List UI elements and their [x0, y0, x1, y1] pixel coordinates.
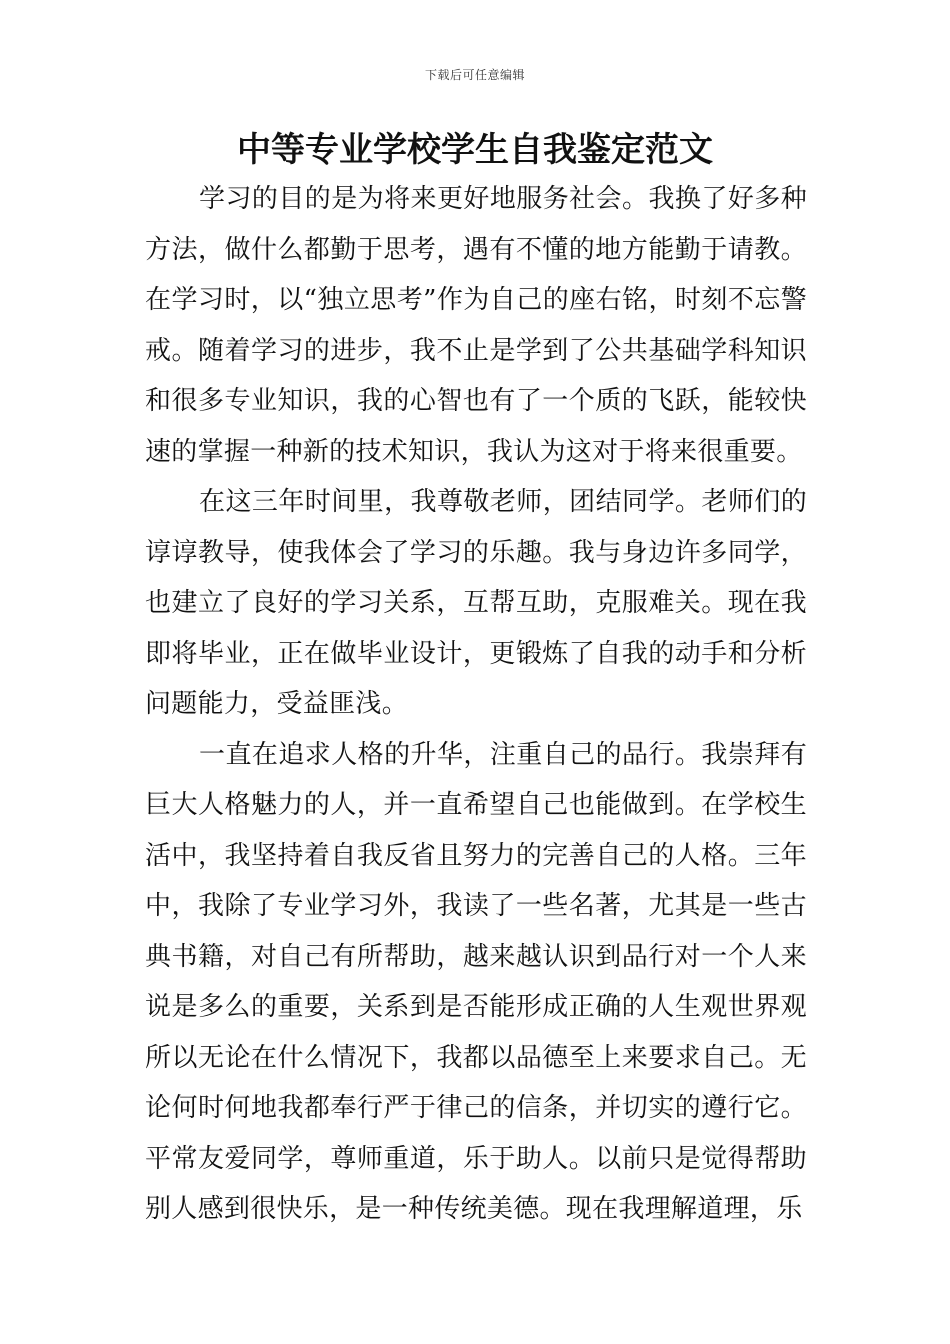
document-body	[145, 174, 807, 1235]
header-note: 下载后可任意编辑	[424, 68, 525, 82]
paragraph-2: 在这三年时间里，我尊敬老师，团结同学。老师们的谆谆教导，使我体会了学习的乐趣。我与身边许多同学，也建立了良好的学习关系，互帮互助，克服难关。现在我即将毕业，正在做毕业设计，更锻炼了自我的动手和分析问题能力，受益匪浅。	[145, 487, 807, 719]
document-title: 中等专业学校学生自我鉴定范文	[237, 130, 713, 170]
paragraph-1: 学习的目的是为将来更好地服务社会。我换了好多种方法，做什么都勤于思考，遇有不懂的地方能勤于请教。在学习时，以“独立思考”作为自己的座右铭，时刻不忘警戒。随着学习的进步，我不止是学到了公共基础学科知识和很多专业知识，我的心智也有了一个质的飞跃，能较快速的掌握一种新的技术知识，我认为这对于将来很重要。	[145, 184, 807, 467]
paragraph-3: 一直在追求人格的升华，注重自己的品行。我崇拜有巨大人格魅力的人，并一直希望自己也能做到。在学校生活中，我坚持着自我反省且努力的完善自己的人格。三年中，我除了专业学习外，我读了一些名著，尤其是一些古典书籍，对自己有所帮助，越来越认识到品行对一个人来说是多么的重要，关系到是否能形成正确的人生观世界观所以无论在什么情况下，我都以品德至上来要求自己。无论何时何地我都奉行严于律己的信条，并切实的遵行它。平常友爱同学，尊师重道，乐于助人。以前只是觉得帮助别人感到很快乐，是一种传统美德。现在我理解道理，乐	[145, 739, 807, 1224]
